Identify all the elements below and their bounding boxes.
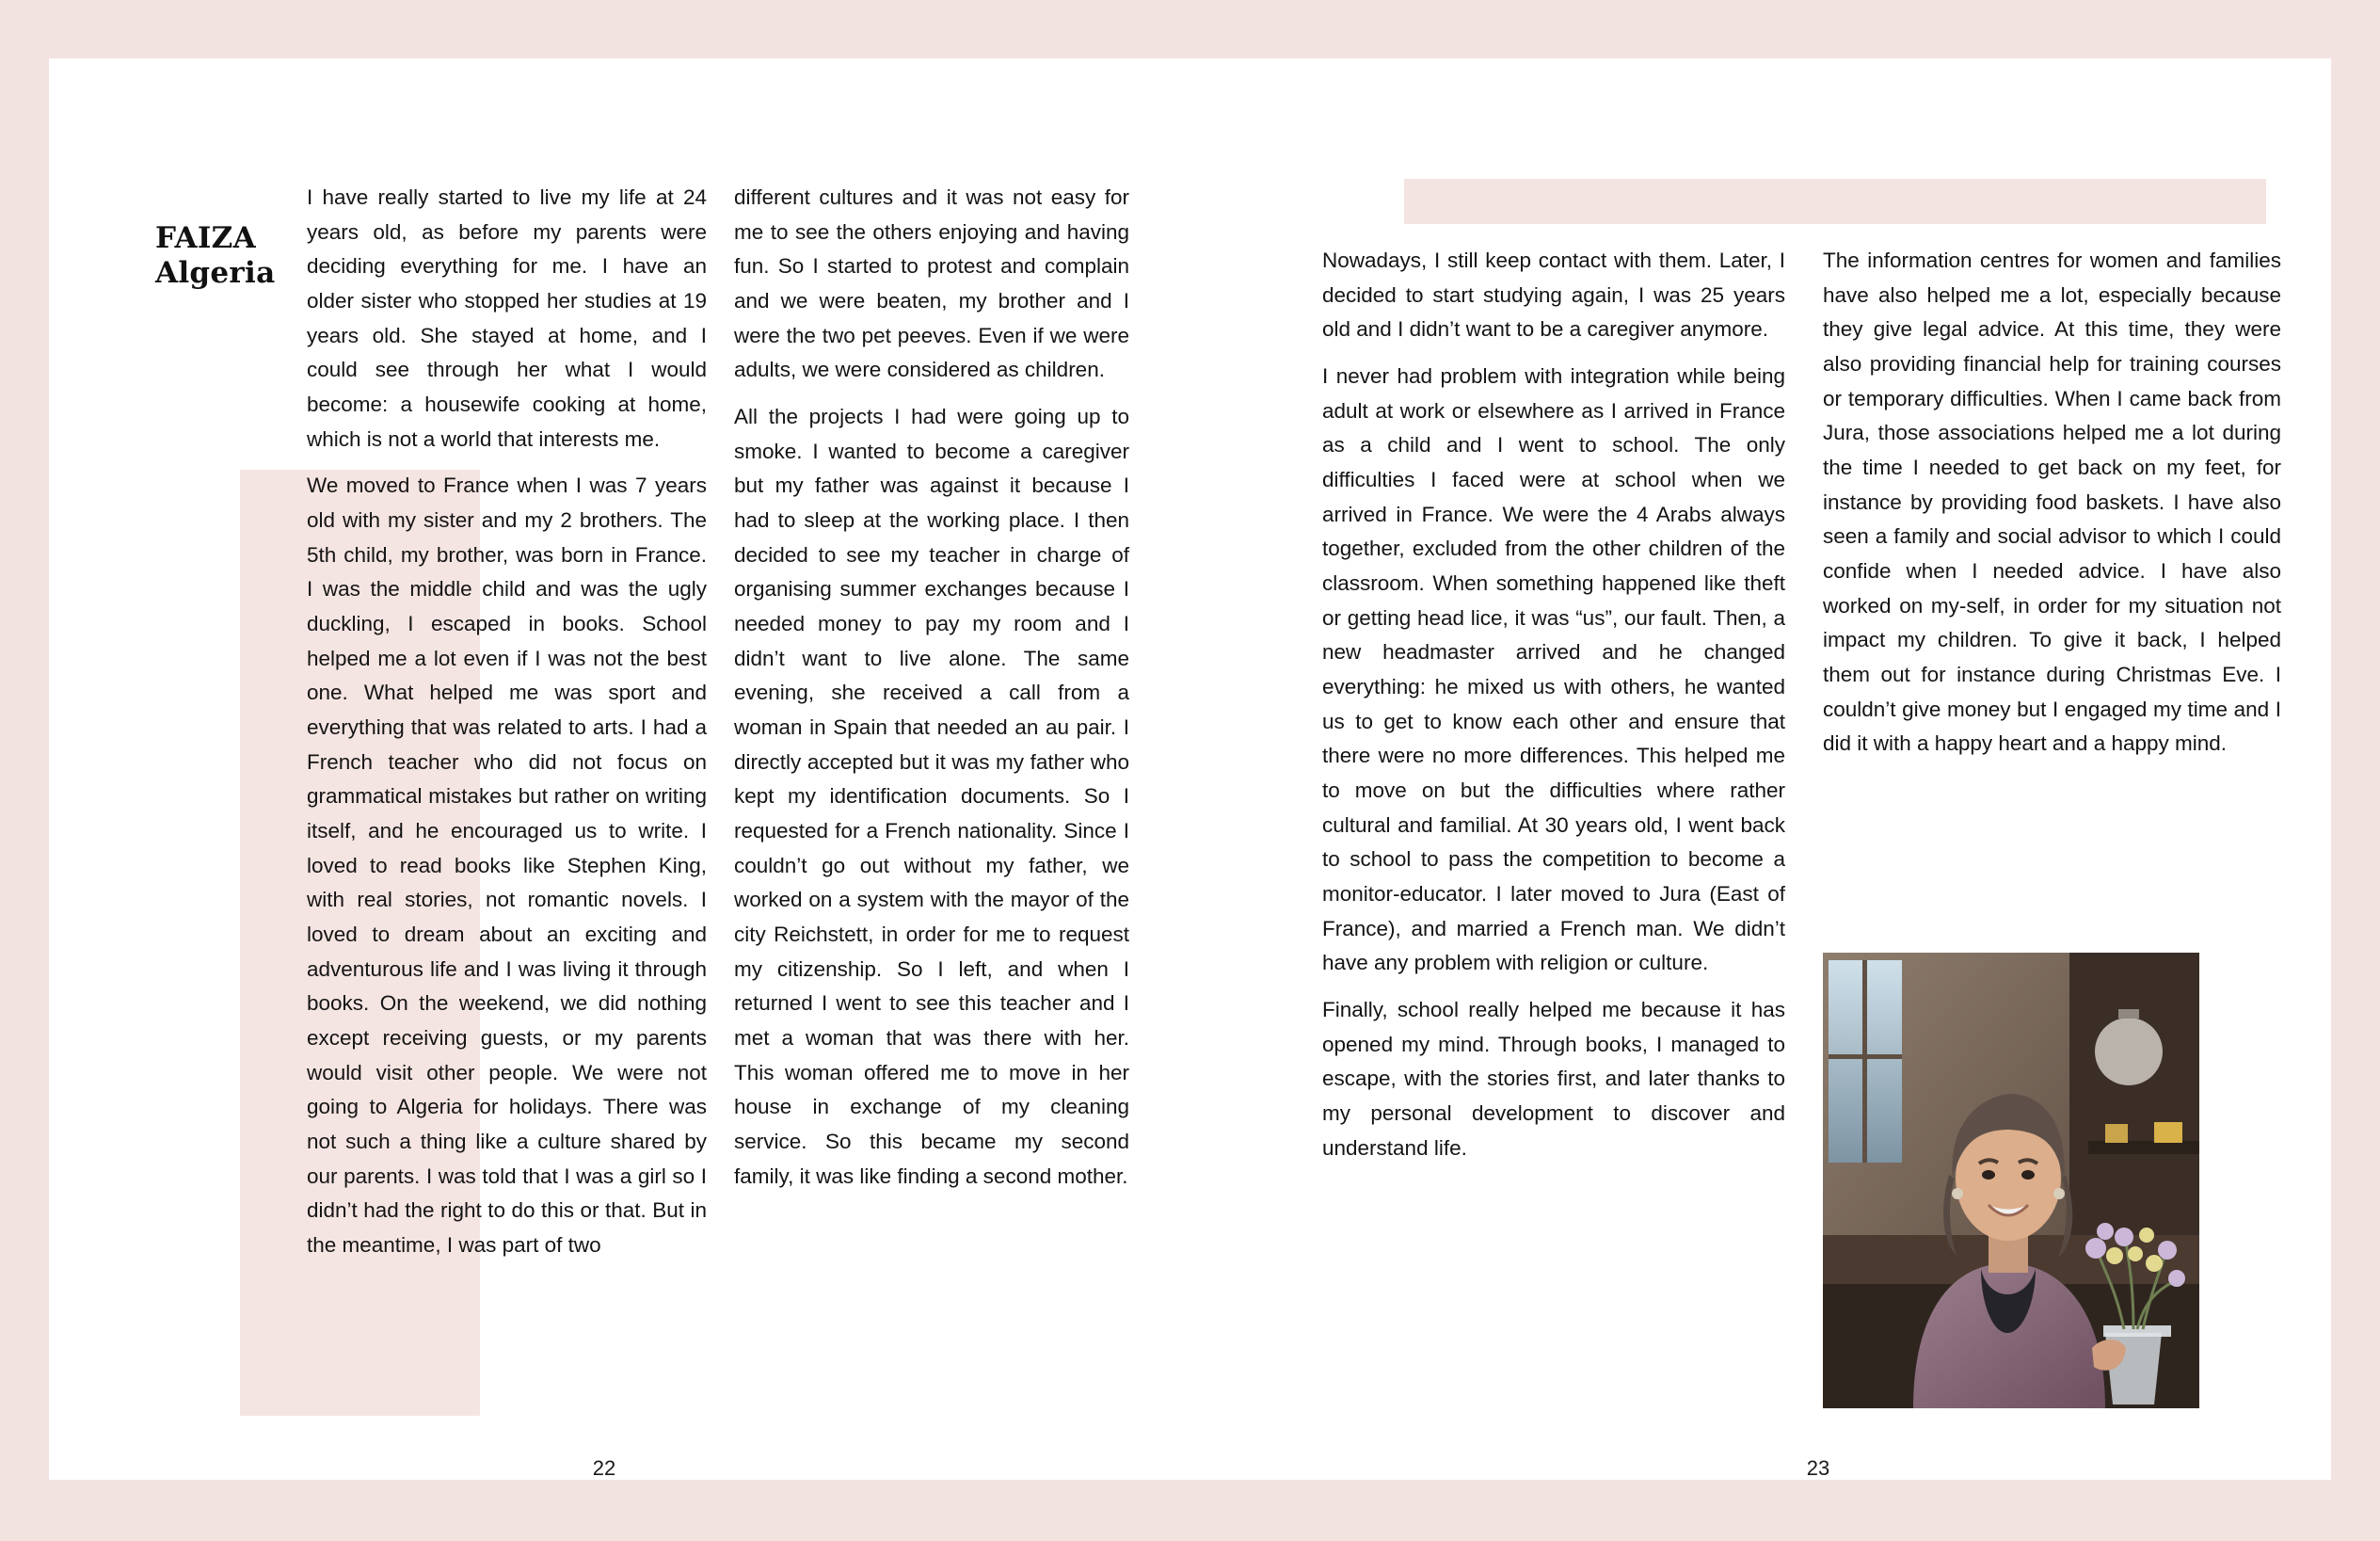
paragraph: We moved to France when I was 7 years old with my sister and my 2 brothers. The 5th child, my brother, was born in France. I was the middle child and was the ugly duckling, I escaped in books. School helped me a lot even if I was not the best one. What helped me was sport and everything that was related to arts. I had a French teacher who did not focus on grammatical mistakes but rather on writing itself, and he encouraged us to write. I loved to read books like Stephen King, with real stories, not romantic novels. I loved to dream about an exciting and adventurous life and I was living it through books. On the weekend, we did nothing except receiving guests, or my parents would visit other people. We were not going to Algeria for holidays. There was not such a thing like a culture shared by our parents. I was told that I was a girl so I didn’t had the right to do this or that. But in the meantime, I was part of two — [307, 474, 707, 1258]
page-left — [49, 58, 1190, 1480]
page-number-right: 23 — [1806, 1456, 1830, 1480]
paragraph: All the projects I had were going up to smoke. I wanted to become a caregiver but my father was against it because I had to sleep at the working place. I then decided to see my teacher in charge of organising summer exchanges because I needed money to pay my room and I didn’t want to live alone. The same evening, she received a call from a woman in Spain that needed an au pair. I directly accepted but it was my father who kept my identification documents. So I requested for a French nationality. Since I couldn’t go out without my father, we worked on a system with the mayor of the city Reichstett, in order for me to request my citizenship. So I left, and when I returned I went to see this teacher and I met a woman that was there with her. This woman offered me to move in her house in exchange of my cleaning service. So this became my second family, it was like finding a second mother. — [734, 405, 1129, 1188]
portrait-photo-illustration — [1823, 953, 2199, 1408]
right-column-2 — [1823, 244, 2281, 762]
right-column-1 — [1322, 244, 1785, 1165]
page-number-left: 22 — [592, 1456, 616, 1480]
profile-name-block — [155, 221, 278, 290]
paragraph: The information centres for women and families have also helped me a lot, especially because they give legal advice. At this time, they were also providing financial help for training courses or temporary difficulties. When I came back from Jura, those associations helped me a lot during the time I needed to get back on my feet, for instance by providing food baskets. I have also seen a family and social advisor to which I could confide when I needed advice. I have also worked on my-self, in order for my situation not impact my children. To give it back, I helped them out for instance during Christmas Eve. I couldn’t give money but I engaged my time and I did it with a happy heart and a happy mind. — [1823, 249, 2281, 756]
book-spread — [49, 58, 2331, 1480]
portrait-photo — [1823, 953, 2199, 1408]
paragraph: Finally, school really helped me because it has opened my mind. Through books, I managed to escape, with the stories first, and later thanks to my personal development to discover and understand life. — [1322, 998, 1785, 1160]
profile-country: Algeria — [155, 255, 276, 290]
left-column-1 — [307, 181, 707, 1263]
paragraph: I have really started to live my life at 24 years old, as before my parents were deciding everything for me. I have an older sister who stopped her studies at 19 years old. She stayed at home, and I could see through her what I would become: a housewife cooking at home, which is not a world that interests me. — [307, 185, 707, 451]
profile-first-name: FAIZA — [155, 221, 256, 255]
paragraph: different cultures and it was not easy for me to see the others enjoying and having fun. So I started to protest and complain and we were beaten, my brother and I were the two pet peeves. Even if we were adults, we were considered as children. — [734, 185, 1129, 382]
paragraph: Nowadays, I still keep contact with them. Later, I decided to start studying again, I was 25 years old and I didn’t want to be a caregiver anymore. — [1322, 249, 1785, 342]
decorative-pink-bar — [1404, 179, 2266, 224]
left-column-2 — [734, 181, 1129, 1194]
paragraph: I never had problem with integration while being adult at work or elsewhere as I arrived in France as a child and I went to school. The only difficulties I faced were at school when we arrived in France. We were the 4 Arabs always together, excluded from the other children of the classroom. When something happened like theft or getting head lice, it was “us”, our fault. Then, a new headmaster arrived and he changed everything: he mixed us with others, he wanted us to get to know each other and ensure that there were no more differences. This helped me to move on but the difficulties where rather cultural and familial. At 30 years old, I went back to school to pass the competition to become a monitor-educator. I later moved to Jura (East of France), and married a French man. We didn’t have any problem with religion or culture. — [1322, 364, 1785, 975]
